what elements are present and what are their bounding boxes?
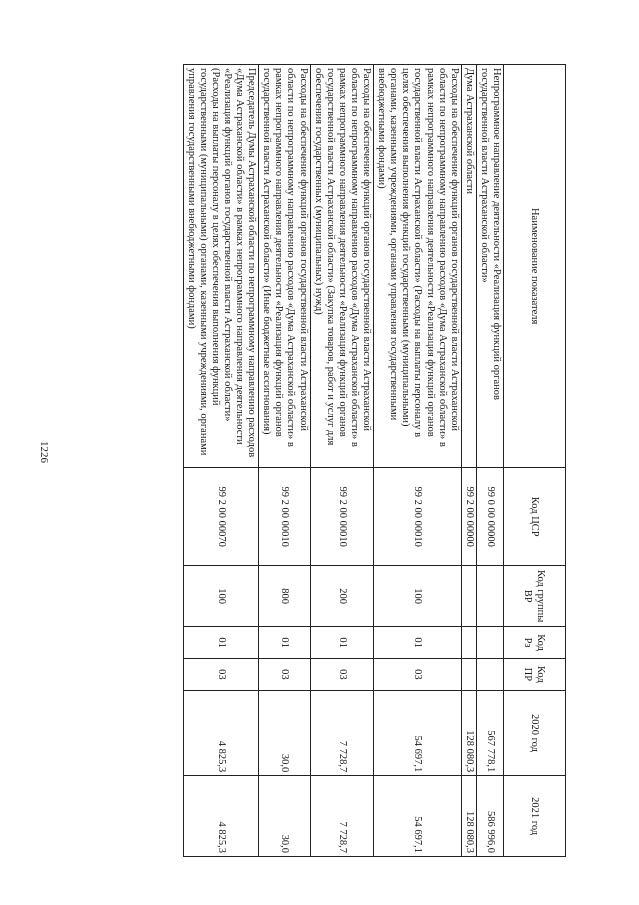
cell-csr: 99 2 00 00070 <box>183 468 259 566</box>
table-row <box>310 65 373 857</box>
header-pr: Код ПР <box>504 658 566 690</box>
cell-rz: 01 <box>374 627 462 659</box>
cell-csr: 99 2 00 00000 <box>461 468 476 566</box>
cell-rz <box>476 627 503 659</box>
table-row <box>461 65 476 857</box>
cell-name: Расходы на обеспечение функций органов государственной власти Астраханской области по непрограммному направлению расходов «Дума Астраханской области» в рамках непрограммного направления деятельности «Реализация функций органов государственной власти Астраханской области» (Расходы на выплаты персоналу в целях обеспечения выполнения функций государственными (муниципальными) органами, казенными учреждениями, органами управления государственными внебюджетными фондами) <box>374 65 462 468</box>
cell-vr: 200 <box>310 566 373 627</box>
cell-pr <box>476 658 503 690</box>
cell-name: Непрограммное направление деятельности «Реализация функций органов государственной власти Астраханской области» <box>476 65 503 468</box>
table-row <box>374 65 462 857</box>
cell-name: Дума Астраханской области <box>461 65 476 468</box>
table-row <box>259 65 310 857</box>
header-name: Наименование показателя <box>504 65 566 468</box>
header-vr: Код группы ВР <box>504 566 566 627</box>
cell-vr <box>461 566 476 627</box>
cell-2021: 586 996,0 <box>476 776 503 857</box>
budget-table <box>183 64 566 857</box>
header-rz: Код Рз <box>504 627 566 659</box>
cell-csr: 99 2 00 00010 <box>310 468 373 566</box>
cell-2021: 30,0 <box>259 776 310 857</box>
cell-2021: 4 825,3 <box>183 776 259 857</box>
cell-name: Председатель Думы Астраханской области по непрограммному направлению расходов «Дума Астраханской области» в рамках непрограммного направления деятельности «Реализация функций органов государственной власти Астраханской области» (Расходы на выплаты персоналу в целях обеспечения выполнения функций государственными (муниципальными) органами, казенными учреждениями, органами управления государственными внебюджетными фондами) <box>183 65 259 468</box>
cell-rz: 01 <box>259 627 310 659</box>
cell-2021: 128 080,3 <box>461 776 476 857</box>
cell-pr: 03 <box>374 658 462 690</box>
header-2020: 2020 год <box>504 690 566 776</box>
cell-pr <box>461 658 476 690</box>
cell-2020: 7 728,7 <box>310 690 373 776</box>
cell-pr: 03 <box>259 658 310 690</box>
cell-2021: 54 697,1 <box>374 776 462 857</box>
cell-2020: 567 778,1 <box>476 690 503 776</box>
cell-vr: 800 <box>259 566 310 627</box>
cell-vr <box>476 566 503 627</box>
cell-rz: 01 <box>310 627 373 659</box>
page-number: 1226 <box>38 441 50 463</box>
cell-rz <box>461 627 476 659</box>
cell-csr: 99 0 00 00000 <box>476 468 503 566</box>
header-row <box>504 65 566 857</box>
cell-2020: 4 825,3 <box>183 690 259 776</box>
cell-pr: 03 <box>183 658 259 690</box>
cell-pr: 03 <box>310 658 373 690</box>
rotated-table-container <box>124 64 566 857</box>
header-csr: Код ЦСР <box>504 468 566 566</box>
cell-rz: 01 <box>183 627 259 659</box>
cell-vr: 100 <box>374 566 462 627</box>
cell-name: Расходы на обеспечение функций органов государственной власти Астраханской области по непрограммному направлению расходов «Дума Астраханской области» в рамках непрограммного направления деятельности «Реализация функций органов государственной власти Астраханской области» (Закупка товаров, работ и услуг для обеспечения государственных (муниципальных) нужд) <box>310 65 373 468</box>
cell-csr: 99 2 00 00010 <box>374 468 462 566</box>
cell-2020: 30,0 <box>259 690 310 776</box>
header-2021: 2021 год <box>504 776 566 857</box>
table-row <box>476 65 503 857</box>
cell-2020: 128 080,3 <box>461 690 476 776</box>
cell-name: Расходы на обеспечение функций органов государственной власти Астраханской области по непрограммному направлению расходов «Дума Астраханской области» в рамках непрограммного направления деятельности «Реализация функций органов государственной власти Астраханской области» (Иные бюджетные ассигнования) <box>259 65 310 468</box>
cell-vr: 100 <box>183 566 259 627</box>
cell-csr: 99 2 00 00010 <box>259 468 310 566</box>
cell-2020: 54 697,1 <box>374 690 462 776</box>
cell-2021: 7 728,7 <box>310 776 373 857</box>
table-row <box>183 65 259 857</box>
